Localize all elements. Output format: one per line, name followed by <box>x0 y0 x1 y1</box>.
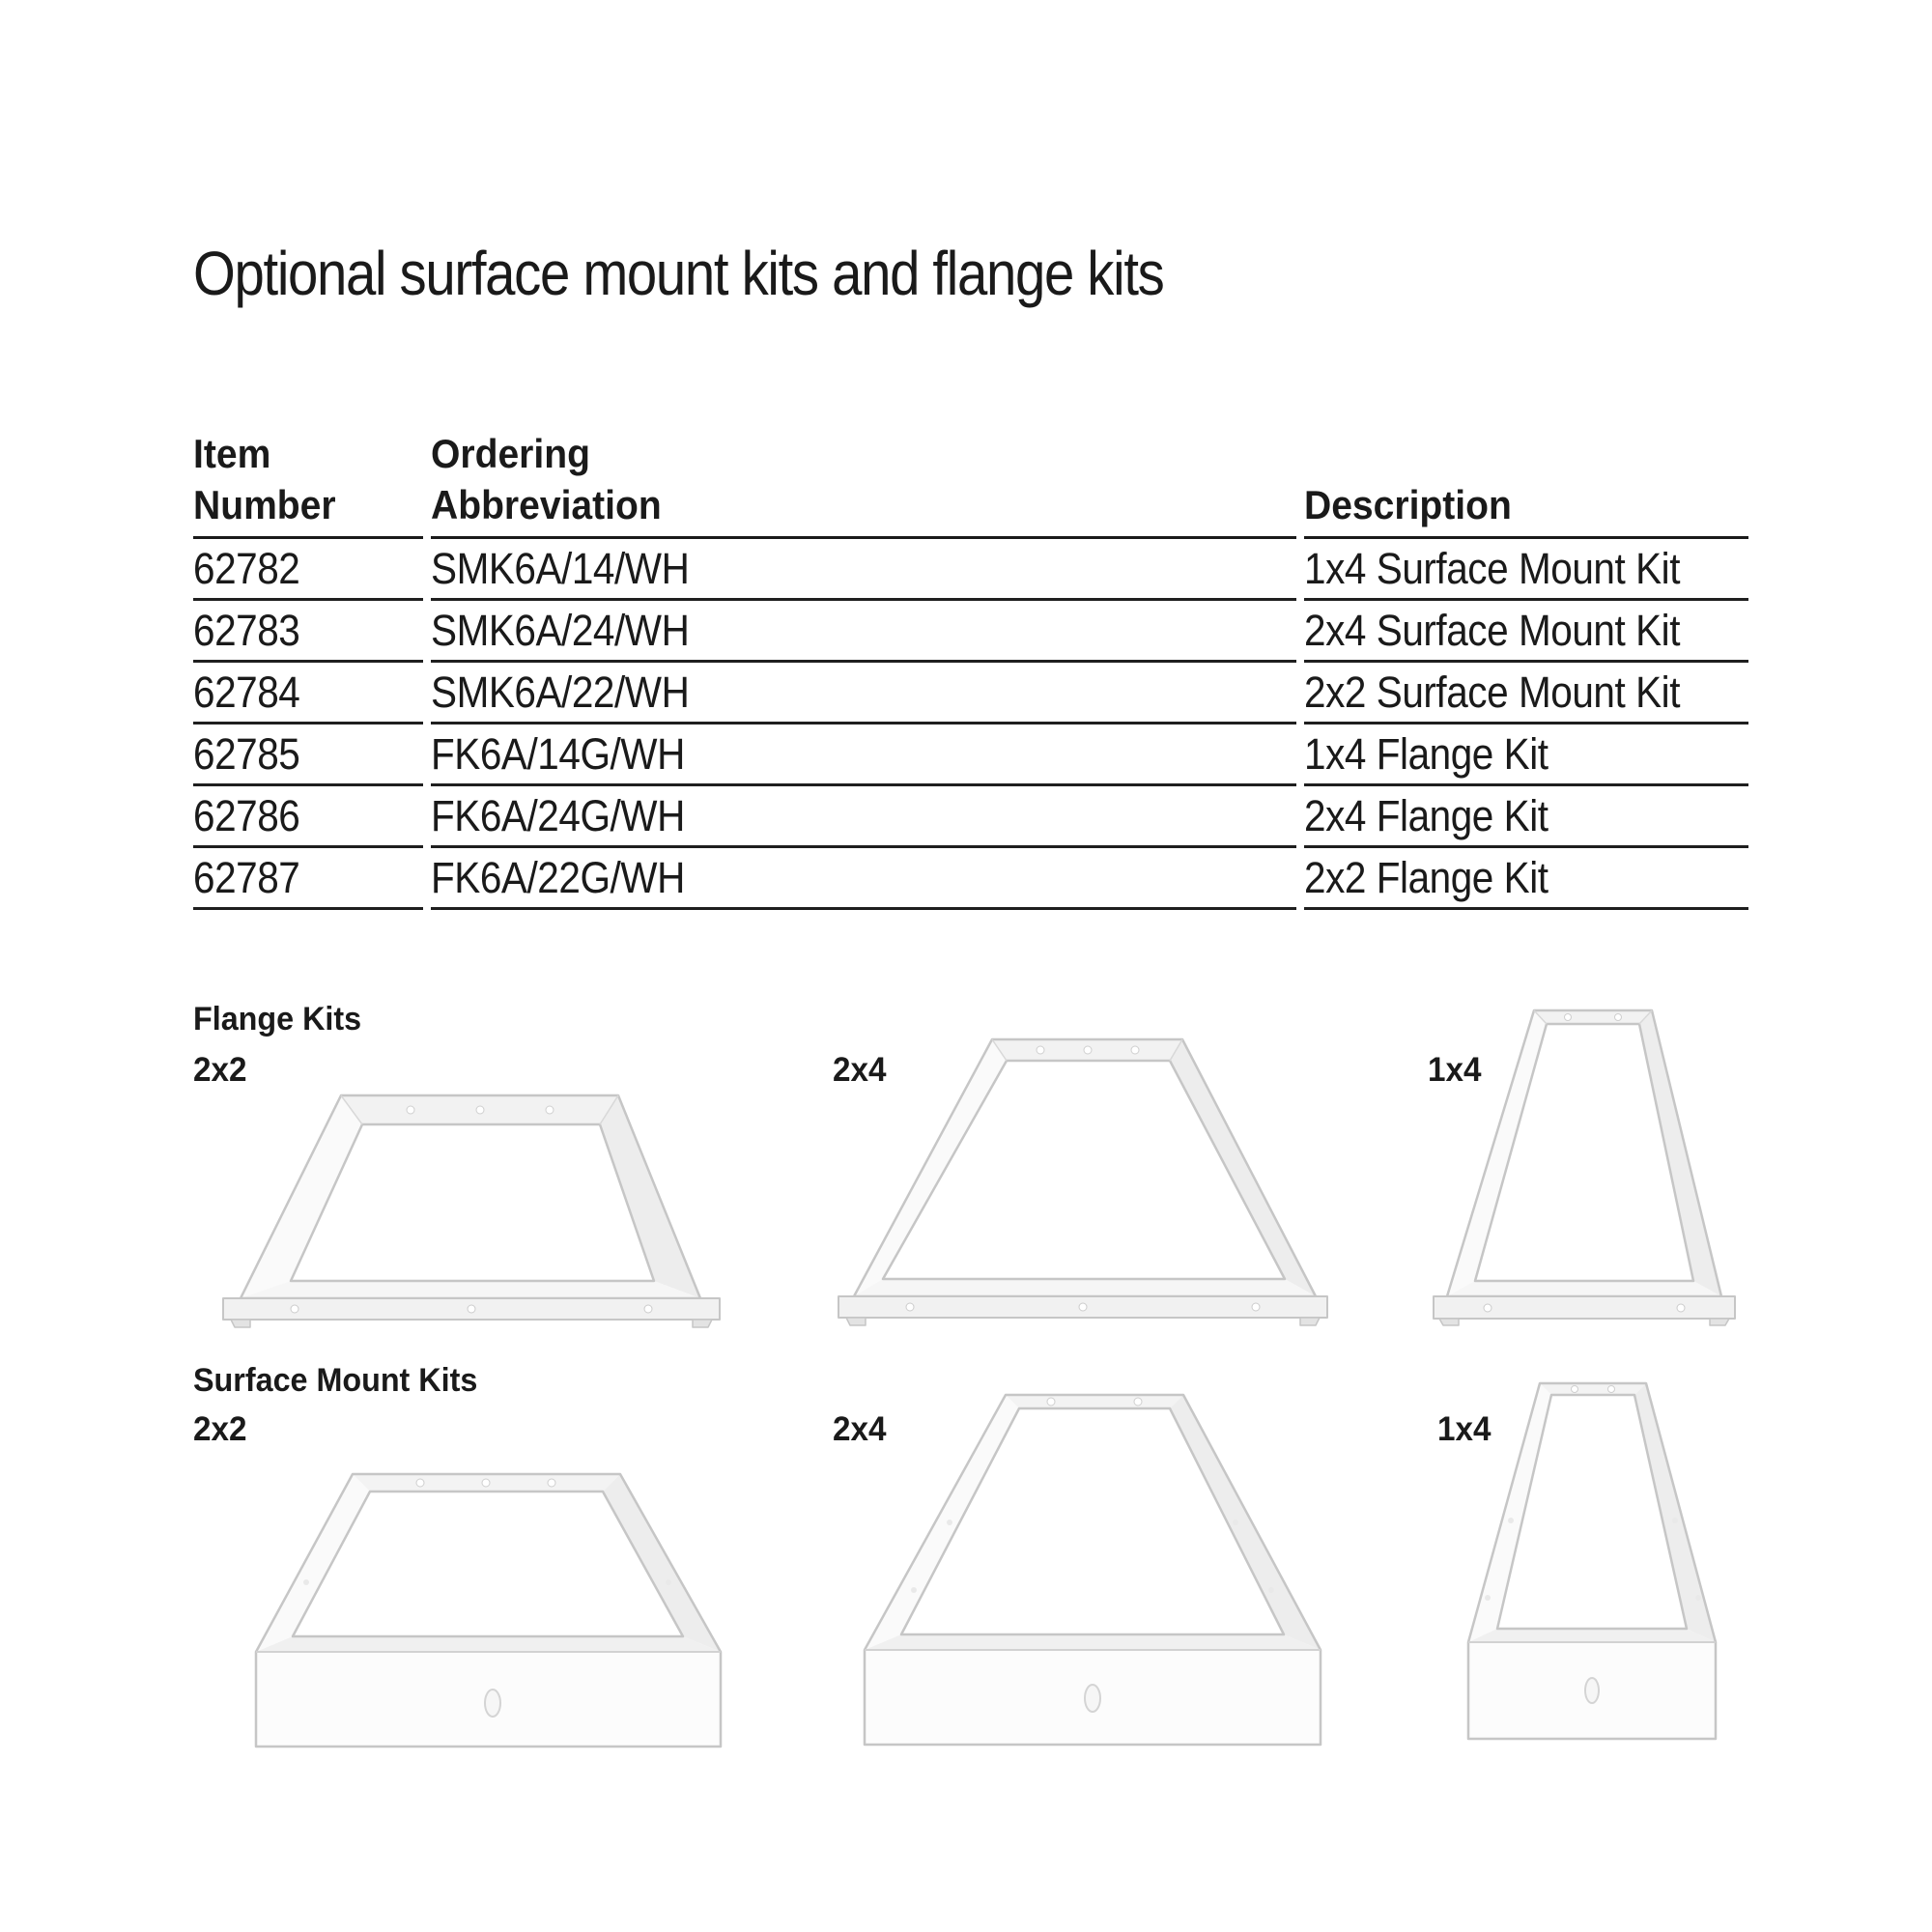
col-header-description: Description <box>1304 422 1748 539</box>
surface-mount-kit-2x4-figure <box>858 1387 1327 1752</box>
frame-shape <box>1468 1383 1716 1739</box>
kits-table <box>193 422 1748 910</box>
flange-kit-2x2-figure <box>217 1088 729 1331</box>
table-row-6-description: 2x2 Flange Kit <box>1304 848 1748 910</box>
table-row-2-description: 2x4 Surface Mount Kit <box>1304 601 1748 663</box>
surface-mount-kit-2x4-size-label: 2x4 <box>833 1410 887 1448</box>
col-header-ordering-abbreviation: Ordering Abbreviation <box>431 422 1296 539</box>
surface-mount-kit-2x2-illustration <box>246 1466 724 1752</box>
surface-mount-kit-2x4-illustration <box>858 1387 1327 1752</box>
frame-shape <box>256 1474 721 1747</box>
flange-kit-2x4-size-label: 2x4 <box>833 1051 887 1089</box>
table-row-6-item-number: 62787 <box>193 848 423 910</box>
frame-shape <box>838 1039 1327 1325</box>
table-row-4-description: 1x4 Flange Kit <box>1304 724 1748 786</box>
flange-kit-2x2-illustration <box>217 1088 729 1331</box>
frame-shape <box>223 1095 720 1327</box>
surface-mount-kits-section-label: Surface Mount Kits <box>193 1362 478 1399</box>
flange-kit-2x2-size-label: 2x2 <box>193 1051 247 1089</box>
table-row-5-item-number: 62786 <box>193 786 423 848</box>
table-row-5-description: 2x4 Flange Kit <box>1304 786 1748 848</box>
table-row-1-ordering-abbreviation: SMK6A/14/WH <box>431 539 1296 601</box>
table-row-1-description: 1x4 Surface Mount Kit <box>1304 539 1748 601</box>
table-row-3-item-number: 62784 <box>193 663 423 724</box>
table-row-3-ordering-abbreviation: SMK6A/22/WH <box>431 663 1296 724</box>
surface-mount-kit-1x4-illustration <box>1461 1376 1723 1750</box>
surface-mount-kit-2x2-size-label: 2x2 <box>193 1410 247 1448</box>
flange-kit-1x4-figure <box>1428 1003 1741 1327</box>
flange-kits-section-label: Flange Kits <box>193 1001 362 1037</box>
table-row-5-ordering-abbreviation: FK6A/24G/WH <box>431 786 1296 848</box>
col-header-item-number: Item Number <box>193 422 423 539</box>
flange-kit-1x4-illustration <box>1428 1003 1741 1327</box>
flange-kit-2x4-illustration <box>833 1032 1333 1327</box>
surface-mount-kit-2x2-figure <box>246 1466 724 1752</box>
table-row-4-item-number: 62785 <box>193 724 423 786</box>
table-row-4-ordering-abbreviation: FK6A/14G/WH <box>431 724 1296 786</box>
frame-shape <box>1434 1010 1735 1325</box>
page-title: Optional surface mount kits and flange kits <box>193 239 1164 308</box>
table-row-1-item-number: 62782 <box>193 539 423 601</box>
table-row-6-ordering-abbreviation: FK6A/22G/WH <box>431 848 1296 910</box>
surface-mount-kit-1x4-figure <box>1461 1376 1723 1750</box>
flange-kit-2x4-figure <box>833 1032 1333 1327</box>
surface-mount-kit-1x4-size-label: 1x4 <box>1437 1410 1492 1448</box>
table-row-2-ordering-abbreviation: SMK6A/24/WH <box>431 601 1296 663</box>
frame-shape <box>865 1395 1321 1745</box>
flange-kit-1x4-size-label: 1x4 <box>1428 1051 1482 1089</box>
table-row-3-description: 2x2 Surface Mount Kit <box>1304 663 1748 724</box>
table-row-2-item-number: 62783 <box>193 601 423 663</box>
